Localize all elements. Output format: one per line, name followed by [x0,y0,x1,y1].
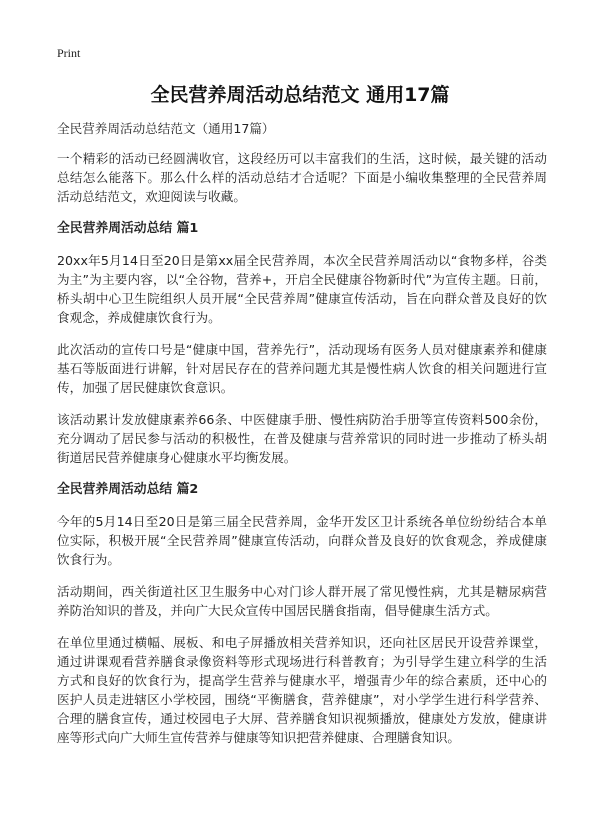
section-heading: 全民营养周活动总结 篇1 [57,221,199,236]
page-title: 全民营养周活动总结范文 通用17篇 [150,84,450,106]
paragraph: 20xx年5月14日至20日是第xx届全民营养周，本次全民营养周活动以“食物多样，谷类为主”为主要内容，以“全谷物，营养+，开启全民健康谷物新时代”为宣传主题。日前，桥头胡中心卫生院组织人员开展“全民营养周”健康宣传活动，旨在向群众普及良好的饮食观念，养成健康饮食行为。 [57,253,547,325]
section-1 [57,219,547,467]
article-body [57,119,547,760]
paragraph: 今年的5月14日至20日是第三届全民营养周，金华开发区卫计系统各单位纷纷结合本单位实际，积极开展“全民营养周”健康宣传活动，向群众普及良好的饮食观念，养成健康饮食行为。 [57,514,547,567]
article-subtitle: 全民营养周活动总结范文（通用17篇） [57,121,275,136]
print-link[interactable]: Print [57,46,81,60]
section-heading: 全民营养周活动总结 篇2 [57,482,199,497]
paragraph: 此次活动的宣传口号是“健康中国，营养先行”，活动现场有医务人员对健康素养和健康基石等版面进行讲解，针对居民存在的营养问题尤其是慢性病人饮食的相关问题进行宣传，加强了居民健康饮食意识。 [57,342,547,395]
paragraph: 在单位里通过横幅、展板、和电子屏播放相关营养知识，还向社区居民开设营养课堂，通过讲课观看营养膳食录像资料等形式现场进行科普教育；为引导学生建立科学的生活方式和良好的饮食行为，提高学生营养与健康水平，增强青少年的综合素质，还中心的医护人员走进辖区小学校园，围绕“平衡膳食，营养健康”，对小学学生进行科学营养、合理的膳食宣传，通过校园电子大屏、营养膳食知识视频播放，健康处方发放，健康讲座等形式向广大师生宣传营养与健康等知识把营养健康、合理膳食知识。 [57,635,547,745]
paragraph: 活动期间，西关街道社区卫生服务中心对门诊人群开展了常见慢性病，尤其是糖尿病营养防治知识的普及，并向广大民众宣传中国居民膳食指南，倡导健康生活方式。 [57,584,547,618]
intro-paragraph: 一个精彩的活动已经圆满收官，这段经历可以丰富我们的生活，这时候，最关键的活动总结怎么能落下。那么什么样的活动总结才合适呢？下面是小编收集整理的全民营养周活动总结范文，欢迎阅读与收藏。 [57,151,547,204]
paragraph: 该活动累计发放健康素养66条、中医健康手册、慢性病防治手册等宣传资料500余份，充分调动了居民参与活动的积极性，在普及健康与营养常识的同时进一步推动了桥头胡街道居民营养健康身心健康水平均衡发展。 [57,412,547,465]
section-2 [57,480,547,747]
